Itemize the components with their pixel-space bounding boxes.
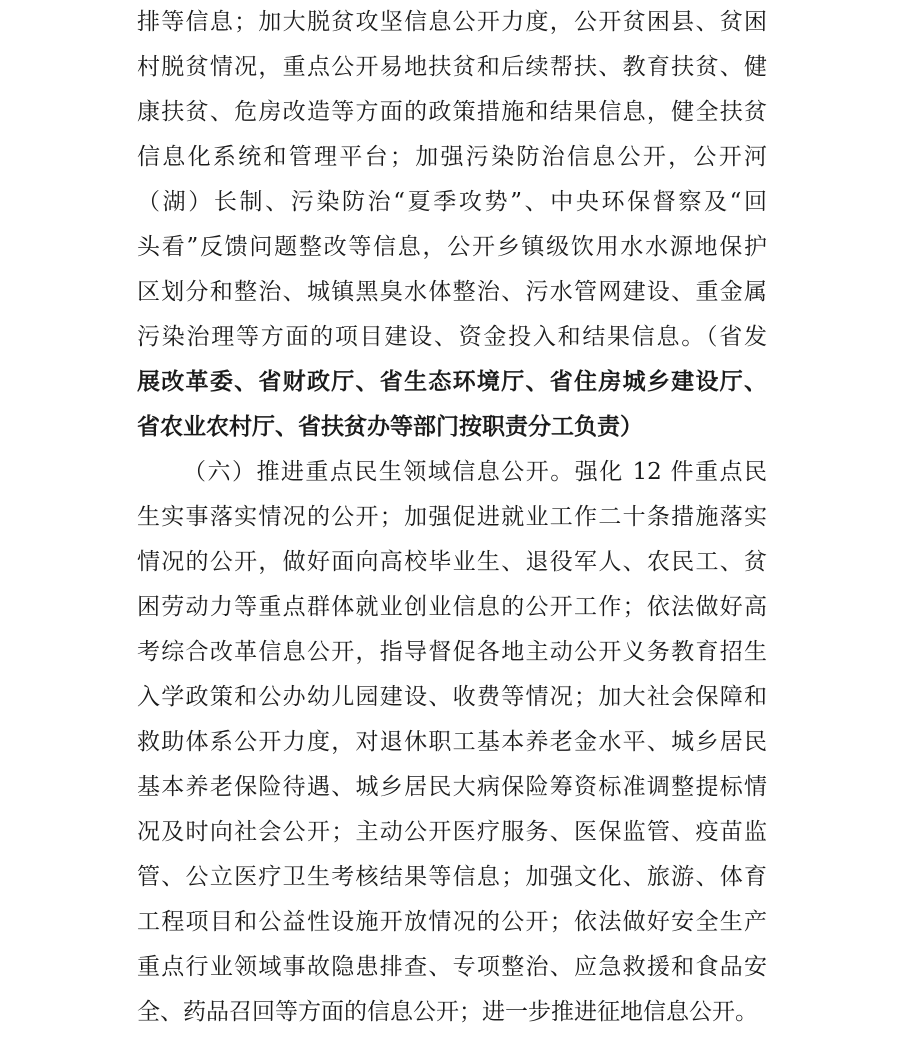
text-line-22: 重点行业领域事故隐患排查、专项整治、应急救援和食品安 bbox=[137, 954, 767, 980]
text-line-1: 排等信息；加大脱贫攻坚信息公开力度，公开贫困县、贫困 bbox=[137, 9, 767, 35]
text-line-6: 头看”反馈问题整改等信息，公开乡镇级饮用水水源地保护 bbox=[137, 234, 767, 260]
text-line-5: （湖）长制、污染防治“夏季攻势”、中央环保督察及“回 bbox=[137, 189, 767, 215]
text-line-2: 村脱贫情况，重点公开易地扶贫和后续帮扶、教育扶贫、健 bbox=[137, 54, 767, 80]
text-line-17: 救助体系公开力度，对退休职工基本养老金水平、城乡居民 bbox=[137, 729, 767, 755]
text-line-18: 基本养老保险待遇、城乡居民大病保险筹资标准调整提标情 bbox=[137, 774, 767, 800]
text-line-12: 生实事落实情况的公开；加强促进就业工作二十条措施落实 bbox=[137, 504, 767, 530]
text-line-4: 信息化系统和管理平台；加强污染防治信息公开，公开河 bbox=[137, 144, 767, 170]
text-line-7: 区划分和整治、城镇黑臭水体整治、污水管网建设、重金属 bbox=[137, 279, 767, 305]
text-line-23: 全、药品召回等方面的信息公开；进一步推进征地信息公开。 bbox=[137, 999, 758, 1025]
text-line-13: 情况的公开，做好面向高校毕业生、退役军人、农民工、贫 bbox=[137, 549, 767, 575]
section-heading-line: （六）推进重点民生领域信息公开。强化 12 件重点民 bbox=[183, 459, 767, 485]
text-line-9: 展改革委、省财政厅、省生态环境厅、省住房城乡建设厅、 bbox=[137, 369, 767, 395]
text-line-15: 考综合改革信息公开，指导督促各地主动公开义务教育招生 bbox=[137, 639, 767, 665]
text-line-10: 省农业农村厅、省扶贫办等部门按职责分工负责） bbox=[137, 414, 643, 440]
text-line-8: 污染治理等方面的项目建设、资金投入和结果信息。（省发 bbox=[137, 324, 767, 350]
text-line-20: 管、公立医疗卫生考核结果等信息；加强文化、旅游、体育 bbox=[137, 864, 767, 890]
text-line-21: 工程项目和公益性设施开放情况的公开；依法做好安全生产 bbox=[137, 909, 767, 935]
text-line-3: 康扶贫、危房改造等方面的政策措施和结果信息，健全扶贫 bbox=[137, 99, 767, 125]
text-line-16: 入学政策和公办幼儿园建设、收费等情况；加大社会保障和 bbox=[137, 684, 767, 710]
text-line-14: 困劳动力等重点群体就业创业信息的公开工作；依法做好高 bbox=[137, 594, 767, 620]
text-line-19: 况及时向社会公开；主动公开医疗服务、医保监管、疫苗监 bbox=[137, 819, 767, 845]
